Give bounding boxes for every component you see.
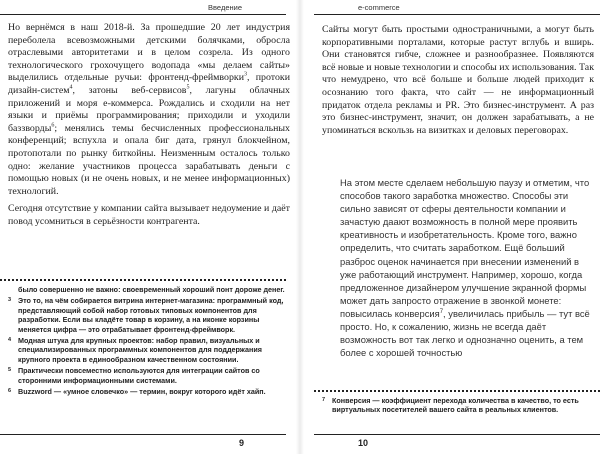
text-run: Сегодня отсутствие у компании сайта вызывает недоумение и даёт повод усомниться в серьёзности контрагента. bbox=[8, 203, 290, 227]
footnote-separator bbox=[314, 390, 600, 392]
footnote-ref: 4 bbox=[69, 84, 73, 91]
running-head: e-commerce bbox=[358, 3, 400, 12]
footnote bbox=[8, 387, 290, 396]
footnotes bbox=[322, 396, 594, 417]
footnote-text: Конверсия — коэффициент перехода количества в качество, то есть виртуальных посетителей вашего сайта в реальных клиентов. bbox=[332, 396, 579, 415]
footnote-ref: 7 bbox=[439, 308, 444, 315]
text-run: , увеличилась прибыль — тут всё просто. Но, к сожалению, жизнь не всегда даёт возможность вот так легко и однозначно оценить, а тем более с хорошей точностью bbox=[340, 307, 590, 359]
footnote-ref: 6 bbox=[51, 122, 55, 129]
footnote bbox=[8, 336, 290, 364]
footnote-mark: 5 bbox=[8, 367, 12, 374]
footnote-ref: 5 bbox=[186, 84, 190, 91]
footnote-separator bbox=[0, 279, 286, 281]
page-number: 9 bbox=[238, 438, 244, 448]
paragraph bbox=[8, 203, 290, 228]
running-head: Введение bbox=[208, 3, 242, 12]
main-text bbox=[322, 24, 594, 137]
footnote-mark: 3 bbox=[8, 297, 12, 304]
footnote-text: Модная штука для крупных проектов: набор правил, визуальных и специализированных программных компонентов для поддержания крупного проекта в единообразном качественном состоянии. bbox=[18, 336, 262, 364]
footnote-continuation: было совершенно не важно: своевременный хороший понт дороже денег. bbox=[18, 285, 285, 294]
paragraph bbox=[322, 24, 594, 137]
footnote-mark: 7 bbox=[322, 397, 326, 403]
footnote-mark: 4 bbox=[8, 337, 12, 344]
header-rule bbox=[0, 14, 286, 15]
footnote-text: Практически повсеместно используются для интеграции сайтов со сторонними информационными системами. bbox=[18, 366, 260, 385]
footnote bbox=[8, 296, 290, 334]
footnote-text: Buzzword — «умное словечко» — термин, вокруг которого идёт хайп. bbox=[18, 387, 266, 397]
header-rule bbox=[314, 14, 600, 15]
main-text bbox=[8, 22, 290, 229]
footer-rule bbox=[314, 434, 600, 435]
page-number: 10 bbox=[358, 438, 369, 448]
text-run: ; менялись темы бесчисленных профессиональных конференций; вспухла и опала биг дата, грянул блокчейном, протопотали по рынку биткойны. Неизменным осталось только одно: желание участников процесса зарабатывать деньги с помощью новых (и не очень новых, и не менее информационных) технологий. bbox=[8, 122, 290, 197]
text-run: Сайты могут быть простыми одностраничными, а могут быть корпоративными порталами, которые растут вглубь и вширь. Они становятся гибче, сложнее и разнообразнее. Появляются всё новые и новые технологии и способы их использования. Так что немудрено, что всё больше и больше людей приходит к осознанию того факта, что сайт — не информационный придаток отдела рекламы и PR. Это бизнес-инструмент. А раз это бизнес-инструмент, значит, он должен зарабатывать, а не упоминаться вскользь на визитках и деловых переговорах. bbox=[322, 24, 594, 136]
right-page bbox=[300, 0, 600, 454]
text-run: , протоки дизайн-систем bbox=[8, 72, 290, 96]
footnotes bbox=[8, 285, 290, 398]
footnote bbox=[8, 366, 290, 385]
text-run: , затоны веб-сервисов bbox=[72, 84, 187, 96]
footnote-mark: 6 bbox=[8, 388, 12, 395]
aside-paragraph bbox=[340, 176, 590, 359]
footnote-text: Это то, на чём собирается витрина интернет-магазина: программный код, представляющий собой набор готовых типовых компонентов для разработки. Если вы кладёте товар в корзину, а на иконке корзины меняется цифра — это отрабатывает фронтенд-фреймворк. bbox=[18, 296, 284, 334]
text-run: , лагуны облачных приложений и моря e-коммерса. Рождались и сходили на нет языки и приёмы программирования; приходили и уходили баззворды bbox=[8, 84, 290, 134]
footer-rule bbox=[0, 434, 286, 435]
aside-text bbox=[340, 176, 590, 359]
footnote bbox=[322, 396, 594, 415]
footnote-ref: 3 bbox=[243, 72, 247, 79]
text-run: Но вернёмся в наш 2018-й. За прошедшие 20 лет индустрия переболела всевозможными детскими болячками, обросла отраслевыми авторитетами и в целом созрела. Из одного технологического грохочущего водопада «мы делаем сайты» выделились отдельные ручьи: фронтенд-фреймворки bbox=[8, 22, 290, 84]
paragraph bbox=[8, 22, 290, 198]
footnote-list bbox=[8, 296, 290, 396]
text-run: На этом месте сделаем небольшую паузу и отметим, что способов такого заработка множество. Способы эти сильно зависят от сферы деятельности компании и зачастую даают возможность в полной мере проявить креативность и изобретательность. Кроме того, важно определить, что считать заработком. Ещё больший разброс оценок начинается при внесении изменений в уже работающий инструмент. Например, хорошо, когда предложенное дизайнером улучшение экранной формы может дать запросто отражение в звонкой монете: повысилась конверсия bbox=[340, 177, 590, 319]
